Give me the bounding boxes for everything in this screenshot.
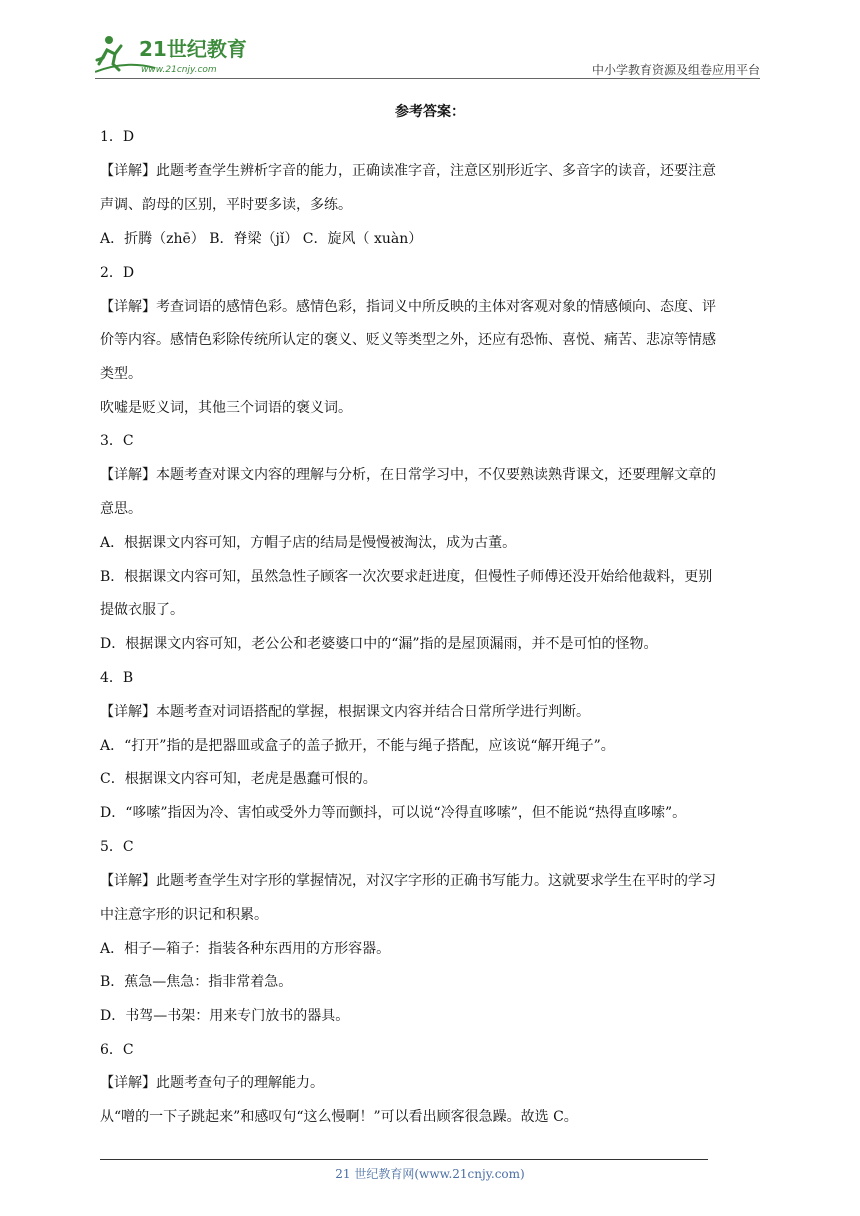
answer-line: 【详解】考查词语的感情色彩。感情色彩，指词义中所反映的主体对客观对象的情感倾向、态度、评 (100, 299, 716, 315)
logo-title: 21世纪教育 (139, 37, 247, 61)
answer-line: 声调、韵母的区别，平时要多读，多练。 (100, 197, 352, 213)
answer-line: 4．B (100, 670, 134, 686)
answer-line: 【详解】本题考查对词语搭配的掌握，根据课文内容并结合日常所学进行判断。 (100, 704, 590, 720)
platform-name: 中小学教育资源及组卷应用平台 (591, 63, 760, 77)
answer-line: C．根据课文内容可知，老虎是愚蠢可恨的。 (100, 771, 377, 787)
answer-line: A．折腾（zhē） B．脊梁（jǐ） C．旋风（ xuàn） (100, 231, 423, 247)
answer-line: A．相子—箱子：指装各种东西用的方形容器。 (100, 941, 391, 957)
logo-url: www.21cnjy.com (141, 65, 217, 75)
answer-line: 意思。 (100, 501, 142, 517)
page-title: 参考答案： (395, 104, 465, 120)
answer-line: 价等内容。感情色彩除传统所认定的褒义、贬义等类型之外，还应有恐怖、喜悦、痛苦、悲凉等情感 (100, 332, 716, 348)
answer-line: 从“噌的一下子跳起来”和感叹句“这么慢啊！”可以看出顾客很急躁。故选 C。 (100, 1109, 578, 1125)
answer-line: B．蕉急—焦急：指非常着急。 (100, 974, 293, 990)
answer-line: 3．C (100, 433, 134, 449)
answer-line: D．书驾—书架：用来专门放书的器具。 (100, 1008, 350, 1024)
answer-line: B．根据课文内容可知，虽然急性子顾客一次次要求赶进度，但慢性子师傅还没开始给他裁料，更别 (100, 569, 713, 585)
answer-line: 【详解】此题考查句子的理解能力。 (100, 1075, 324, 1091)
answer-line: 【详解】此题考查学生辨析字音的能力，正确读准字音，注意区别形近字、多音字的读音，还要注意 (100, 163, 716, 179)
header-divider (95, 78, 760, 79)
answer-line: 5．C (100, 839, 134, 855)
answer-line: 1．D (100, 129, 135, 145)
logo-21cnjy (95, 30, 265, 76)
footer-divider (100, 1159, 708, 1160)
answer-line: 中注意字形的识记和积累。 (100, 907, 268, 923)
answer-line: D．“哆嗦”指因为冷、害怕或受外力等而颤抖，可以说“冷得直哆嗦”，但不能说“热得直哆嗦”。 (100, 805, 687, 821)
answer-line: A．根据课文内容可知，方帽子店的结局是慢慢被淘汰，成为古董。 (100, 535, 517, 551)
answer-line: 【详解】此题考查学生对字形的掌握情况，对汉字字形的正确书写能力。这就要求学生在平时的学习 (100, 873, 716, 889)
answer-line: 类型。 (100, 366, 142, 382)
answer-line: 吹嘘是贬义词，其他三个词语的褒义词。 (100, 400, 352, 416)
page-footer: 21 世纪教育网(www.21cnjy.com) (335, 1167, 525, 1181)
answer-line: 6．C (100, 1042, 134, 1058)
answer-line: 提做衣服了。 (100, 602, 184, 618)
page-header (95, 30, 760, 80)
answer-line: A．“打开”指的是把器皿或盒子的盖子掀开，不能与绳子搭配，应该说“解开绳子”。 (100, 738, 615, 754)
answer-line: 2．D (100, 265, 135, 281)
answer-line: D．根据课文内容可知，老公公和老婆婆口中的“漏”指的是屋顶漏雨，并不是可怕的怪物。 (100, 636, 658, 652)
answer-line: 【详解】本题考查对课文内容的理解与分析，在日常学习中，不仅要熟读熟背课文，还要理解文章的 (100, 467, 716, 483)
